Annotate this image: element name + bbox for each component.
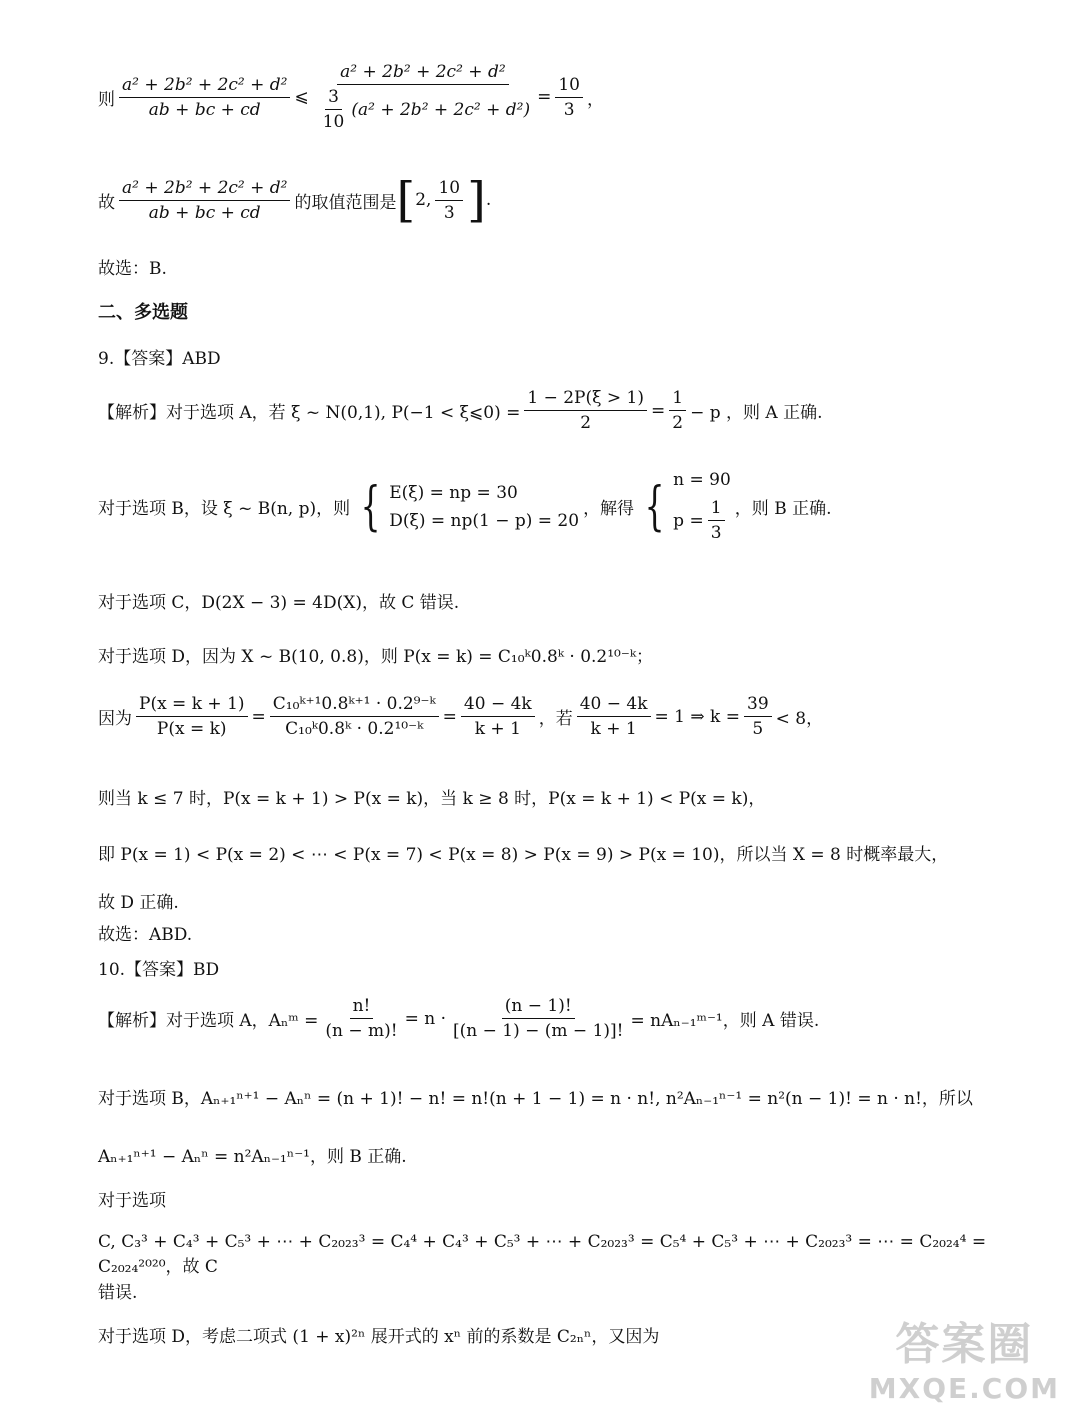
text: 【解析】对于选项 A，Aₙᵐ =	[98, 1011, 319, 1031]
fraction-lhs	[119, 75, 290, 120]
fraction-binomial	[270, 694, 439, 739]
fraction-p	[708, 498, 725, 543]
text: ，	[586, 89, 604, 110]
q10-option-c-line1: 对于选项	[98, 1191, 166, 1211]
numerator: C₁₀ᵏ⁺¹0.8ᵏ⁺¹ · 0.2⁹⁻ᵏ	[270, 694, 439, 717]
numerator: a² + 2b² + 2c² + d²	[119, 178, 290, 201]
left-brace: {	[644, 476, 665, 537]
q9-option-d-line5: 故 D 正确.	[98, 893, 179, 913]
fraction-result	[555, 75, 583, 120]
solution-system	[638, 470, 731, 543]
section-title: 二、多选题	[98, 302, 188, 323]
denominator: [(n − 1) − (m − 1)]!	[453, 1021, 624, 1041]
left-bracket: [	[396, 172, 416, 228]
numerator: (n − 1)!	[502, 996, 575, 1019]
system-line: D(ξ) = np(1 − p) = 20	[389, 510, 580, 531]
numerator: 40 − 4k	[577, 694, 651, 717]
text: − p ，则 A 正确.	[690, 403, 823, 423]
text: .	[485, 190, 492, 210]
text: ，则 B 正确.	[734, 499, 832, 519]
fraction-ratio	[136, 694, 248, 739]
q9-option-d-ratio: 因为 $\frac{P(x = k + 1)}{P(x = k)}$ = $\frac{\text{C₁₀ᵏ⁺¹0.8ᵏ⁺¹ · 0.2⁹⁻ᵏ}}{\text{C₁₀ᵏ0.8ᵏ · 0.2¹⁰⁻ᵏ}}$ = $\frac{40 - 4k}{k + 1}$ ，若 $\frac{40 - 4k}{k + 1}$ = 1 ⇒ k = $\frac{39}{5}$ < 8，	[98, 694, 824, 739]
intro-choose: 故选：B.	[98, 259, 167, 279]
denominator: 3	[710, 523, 722, 543]
q9-option-d-line4: 即 P(x = 1) < P(x = 2) < ⋯ < P(x = 7) < P(x = 8) > P(x = 9) > P(x = 10)，所以当 X = 8 时概率最大，	[98, 845, 949, 865]
q9-option-c: 对于选项 C，D(2X − 3) = 4D(X)，故 C 错误.	[98, 593, 460, 613]
watermark-bottom: MXQE.COM	[868, 1372, 1060, 1405]
numerator: 1	[669, 388, 686, 411]
denominator: 2	[580, 413, 592, 433]
numerator: 1 − 2P(ξ > 1)	[524, 388, 647, 411]
text: p =	[673, 510, 704, 531]
text: = nAₙ₋₁ᵐ⁻¹，则 A 错误.	[630, 1011, 820, 1031]
system-line: E(ξ) = np = 30	[389, 482, 518, 503]
fraction-perm2	[450, 996, 626, 1041]
numerator: 39	[744, 694, 772, 717]
text: ，若	[538, 709, 573, 729]
q10-answer: 10.【答案】BD	[98, 960, 220, 980]
denominator: 5	[752, 719, 764, 739]
watermark-top: 答案圈	[895, 1319, 1034, 1370]
denominator: 10	[322, 112, 345, 132]
fraction-half	[669, 388, 686, 433]
intro-inequality-line	[98, 62, 1040, 132]
fraction-k	[744, 694, 772, 739]
denominator: k + 1	[474, 719, 521, 739]
q10-option-b-line2: Aₙ₊₁ⁿ⁺¹ − Aₙⁿ = n²Aₙ₋₁ⁿ⁻¹，则 B 正确.	[98, 1147, 407, 1167]
denominator	[313, 85, 533, 132]
q10-option-c-line2: C, C₃³ + C₄³ + C₅³ + ⋯ + C₂₀₂₃³ = C₄⁴ + C₄³ + C₅³ + ⋯ + C₂₀₂₃³ = C₅⁴ + C₅³ + ⋯ + C₂₀₂₃³ = ⋯ = C₂₀₂₄⁴ = C₂₀₂₄²⁰²⁰，故 C	[98, 1232, 987, 1277]
text: 的取值范围是	[294, 192, 397, 213]
text: 则	[98, 89, 115, 110]
text: = n ·	[404, 1008, 447, 1029]
numerator: a² + 2b² + 2c² + d²	[119, 75, 290, 98]
fraction-perm	[322, 996, 400, 1041]
denominator: C₁₀ᵏ0.8ᵏ · 0.2¹⁰⁻ᵏ	[285, 719, 424, 739]
denominator: 3	[443, 202, 455, 223]
fraction-range-right	[435, 178, 463, 223]
denominator: k + 1	[590, 719, 637, 739]
left-brace: {	[360, 476, 381, 537]
text: < 8，	[775, 709, 824, 729]
denominator: ab + bc + cd	[148, 202, 261, 223]
fraction-expr	[119, 178, 290, 223]
text: ，解得	[583, 499, 635, 519]
numerator: n!	[350, 996, 374, 1019]
q10-option-a	[98, 996, 1040, 1041]
denominator: ab + bc + cd	[148, 99, 261, 120]
text: = 1 ⇒ k =	[654, 706, 740, 727]
fraction-a1	[524, 388, 647, 433]
denominator-rest: (a² + 2b² + 2c² + d²)	[351, 99, 531, 120]
solution-line: n = 90	[673, 470, 731, 490]
q9-answer: 9.【答案】ABD	[98, 349, 221, 369]
q10-option-c-line3: 错误.	[98, 1283, 138, 1303]
numerator: P(x = k + 1)	[136, 694, 248, 717]
eq-sign: =	[537, 87, 552, 107]
solution-line	[673, 498, 731, 543]
numerator: 10	[435, 178, 463, 201]
numerator: 10	[555, 75, 583, 98]
q9-choose: 故选：ABD.	[98, 925, 193, 945]
right-bracket: ]	[467, 172, 486, 228]
fraction-bound	[313, 62, 533, 132]
numerator: a² + 2b² + 2c² + d²	[337, 62, 508, 85]
numerator: 1	[708, 498, 725, 521]
denominator: (n − m)!	[325, 1021, 398, 1041]
numerator: 3	[325, 87, 342, 110]
text: 故	[98, 192, 115, 213]
eq-sign: =	[651, 400, 666, 421]
text: 因为	[98, 709, 132, 729]
q10-option-d: 对于选项 D，考虑二项式 (1 + x)²ⁿ 展开式的 xⁿ 前的系数是 C₂ₙⁿ，又因为	[98, 1327, 660, 1347]
q9-option-d-line1: 对于选项 D，因为 X ~ B(10, 0.8)，则 P(x = k) = C₁₀ᵏ0.8ᵏ · 0.2¹⁰⁻ᵏ；	[98, 647, 654, 667]
fraction-simplified	[461, 694, 535, 739]
text: 【解析】对于选项 A，若 ξ ~ N(0,1), P(−1 < ξ⩽0) =	[98, 403, 521, 423]
le-sign: ⩽	[294, 87, 309, 107]
intro-range-line	[98, 172, 1040, 228]
denominator: P(x = k)	[156, 719, 227, 739]
fraction-condition	[577, 694, 651, 739]
range-left: 2,	[415, 190, 432, 210]
denominator: 2	[672, 413, 684, 433]
watermark-logo	[869, 1308, 1060, 1405]
text: 对于选项 B，设 ξ ~ B(n, p)，则	[98, 499, 351, 519]
q9-option-b	[98, 470, 1040, 543]
equation-system	[354, 476, 580, 537]
fraction-small	[320, 87, 348, 132]
q9-option-d-line3: 则当 k ≤ 7 时，P(x = k + 1) > P(x = k)，当 k ≥ 8 时，P(x = k + 1) < P(x = k)，	[98, 789, 766, 809]
denominator: 3	[563, 99, 575, 120]
numerator: 40 − 4k	[461, 694, 535, 717]
q10-option-b-line1: 对于选项 B，Aₙ₊₁ⁿ⁺¹ − Aₙⁿ = (n + 1)! − n! = n!(n + 1 − 1) = n · n!, n²Aₙ₋₁ⁿ⁻¹ = n²(n − 1)! = n · n!，所以	[98, 1089, 973, 1109]
q9-option-a	[98, 388, 1040, 433]
